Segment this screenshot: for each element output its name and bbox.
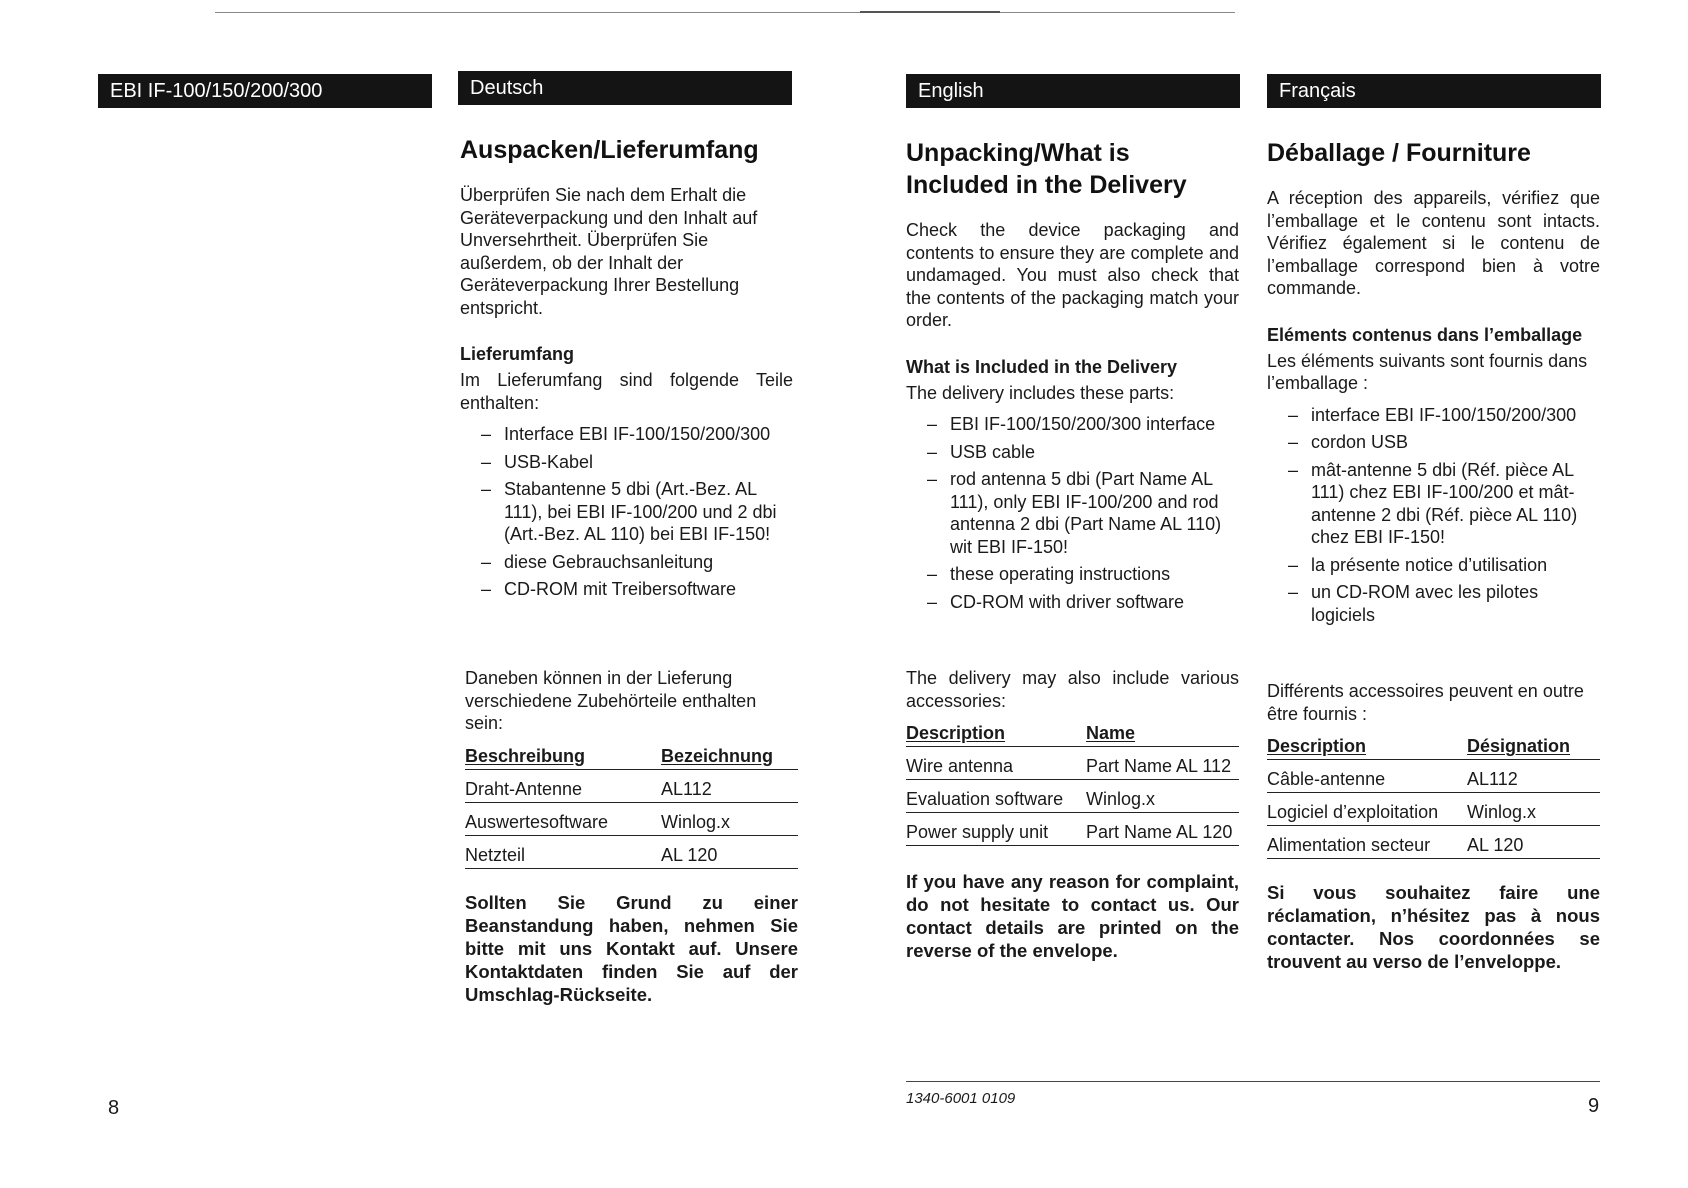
table-cell: Câble-antenne bbox=[1267, 768, 1467, 793]
english-header: English bbox=[906, 74, 1240, 108]
list-item: – mât-antenne 5 dbi (Réf. pièce AL 111) chez EBI IF-100/200 et mât-antenne 2 dbi (Réf. pièce AL 110) chez EBI IF-150! bbox=[1267, 459, 1600, 549]
list-item: – cordon USB bbox=[1267, 431, 1600, 454]
model-header: EBI IF-100/150/200/300 bbox=[98, 74, 432, 108]
german-title: Auspacken/Lieferumfang bbox=[460, 136, 759, 164]
table-header-cell: Beschreibung bbox=[465, 745, 661, 770]
table-cell: Part Name AL 112 bbox=[1086, 755, 1239, 780]
table-cell: Draht-Antenne bbox=[465, 778, 661, 803]
table-cell: Part Name AL 120 bbox=[1086, 821, 1239, 846]
table-row bbox=[465, 803, 798, 836]
table-row bbox=[1267, 826, 1600, 859]
list-item: – USB-Kabel bbox=[460, 451, 793, 474]
table-row bbox=[906, 780, 1239, 813]
french-accessories-intro: Différents accessoires peuvent en outre être fournis : bbox=[1267, 681, 1584, 724]
table-row bbox=[465, 770, 798, 803]
table-header-cell: Name bbox=[1086, 722, 1239, 747]
table-header-cell: Bezeichnung bbox=[661, 745, 798, 770]
english-list-intro: The delivery includes these parts: bbox=[906, 382, 1175, 403]
english-column bbox=[906, 137, 1239, 618]
french-intro: A réception des appareils, vérifiez que l’emballage et le contenu sont intacts. Vérifiez également si le contenu de l’emballage correspond bien à votre commande. bbox=[1267, 188, 1600, 298]
table-header-cell: Description bbox=[906, 722, 1086, 747]
list-item: – interface EBI IF-100/150/200/300 bbox=[1267, 404, 1600, 427]
table-row bbox=[465, 836, 798, 869]
german-intro: Überprüfen Sie nach dem Erhalt die Geräteverpackung und den Inhalt auf Unversehrtheit. Überprüfen Sie außerdem, ob der Inhalt der Geräteverpackung Ihrer Bestellung entspricht. bbox=[460, 185, 758, 318]
table-cell: Logiciel d’exploitation bbox=[1267, 801, 1467, 826]
table-row bbox=[1267, 793, 1600, 826]
page-number-right: 9 bbox=[1588, 1095, 1600, 1117]
list-item: – CD-ROM mit Treibersoftware bbox=[460, 578, 793, 601]
table-cell: Auswertesoftware bbox=[465, 811, 661, 836]
table-row bbox=[1267, 760, 1600, 793]
french-complaint: Si vous souhaitez faire une réclamation, n’hésitez pas à nous contacter. Nos coordonnées se trouvent au verso de l’enveloppe. bbox=[1267, 882, 1600, 972]
table-cell: AL 120 bbox=[1467, 834, 1600, 859]
table-cell: Power supply unit bbox=[906, 821, 1086, 846]
list-item: – these operating instructions bbox=[906, 563, 1239, 586]
list-item: – un CD-ROM avec les pilotes logiciels bbox=[1267, 581, 1600, 626]
table-cell: Wire antenna bbox=[906, 755, 1086, 780]
english-accessories-intro: The delivery may also include various accessories: bbox=[906, 668, 1239, 711]
german-subheading: Lieferumfang bbox=[460, 344, 575, 364]
german-header: Deutsch bbox=[458, 71, 792, 105]
french-subheading: Eléments contenus dans l’emballage bbox=[1267, 324, 1583, 345]
french-accessories-table bbox=[1267, 727, 1600, 859]
german-accessories bbox=[465, 667, 798, 1006]
list-item: – diese Gebrauchsanleitung bbox=[460, 551, 793, 574]
table-header bbox=[906, 714, 1239, 747]
table-header-cell: Désignation bbox=[1467, 735, 1600, 760]
list-item: – USB cable bbox=[906, 441, 1239, 464]
table-cell: AL112 bbox=[661, 778, 798, 803]
table-row bbox=[906, 813, 1239, 846]
list-item: – CD-ROM with driver software bbox=[906, 591, 1239, 614]
german-parts-list bbox=[460, 423, 793, 601]
top-rule bbox=[215, 12, 1235, 13]
english-complaint: If you have any reason for complaint, do not hesitate to contact us. Our contact details are printed on the reverse of the envelope. bbox=[906, 871, 1239, 961]
list-item: – EBI IF-100/150/200/300 interface bbox=[906, 413, 1239, 436]
table-cell: Alimentation secteur bbox=[1267, 834, 1467, 859]
table-cell: AL 120 bbox=[661, 844, 798, 869]
table-header-cell: Description bbox=[1267, 735, 1467, 760]
list-item: – la présente notice d’utilisation bbox=[1267, 554, 1600, 577]
french-header: Français bbox=[1267, 74, 1601, 108]
table-row bbox=[906, 747, 1239, 780]
list-item: – Stabantenne 5 dbi (Art.-Bez. AL 111), bei EBI IF-100/200 und 2 dbi (Art.-Bez. AL 110) bei EBI IF-150! bbox=[460, 478, 793, 546]
table-cell: Evaluation software bbox=[906, 788, 1086, 813]
list-item: – rod antenna 5 dbi (Part Name AL 111), only EBI IF-100/200 and rod antenna 2 dbi (Part Name AL 110) wit EBI IF-150! bbox=[906, 468, 1239, 558]
table-cell: Winlog.x bbox=[661, 811, 798, 836]
list-item: – Interface EBI IF-100/150/200/300 bbox=[460, 423, 793, 446]
english-subheading: What is Included in the Delivery bbox=[906, 356, 1178, 377]
english-accessories bbox=[906, 667, 1239, 962]
french-accessories bbox=[1267, 680, 1600, 973]
page-number-left: 8 bbox=[108, 1097, 120, 1119]
table-cell: Netzteil bbox=[465, 844, 661, 869]
german-complaint: Sollten Sie Grund zu einer Beanstandung haben, nehmen Sie bitte mit uns Kontakt auf. Unsere Kontaktdaten finden Sie auf der Umschlag-Rückseite. bbox=[465, 891, 798, 1005]
footer-rule bbox=[906, 1081, 1600, 1082]
german-column bbox=[460, 134, 793, 606]
table-cell: Winlog.x bbox=[1086, 788, 1239, 813]
table-cell: AL112 bbox=[1467, 768, 1600, 793]
top-rule-accent bbox=[860, 11, 1000, 13]
french-list-intro: Les éléments suivants sont fournis dans l’emballage : bbox=[1267, 350, 1588, 393]
document-code: 1340-6001 0109 bbox=[906, 1090, 1016, 1107]
french-title: Déballage / Fourniture bbox=[1267, 139, 1531, 167]
table-cell: Winlog.x bbox=[1467, 801, 1600, 826]
german-accessories-table bbox=[465, 737, 798, 869]
table-header bbox=[1267, 727, 1600, 760]
table-header bbox=[465, 737, 798, 770]
french-column bbox=[1267, 137, 1600, 631]
german-list-intro: Im Lieferumfang sind folgende Teile enthalten: bbox=[460, 370, 793, 413]
german-accessories-intro: Daneben können in der Lieferung verschiedene Zubehörteile enthalten sein: bbox=[465, 668, 757, 733]
english-accessories-table bbox=[906, 714, 1239, 846]
english-title: Unpacking/What is Included in the Delivery bbox=[906, 139, 1187, 199]
french-parts-list bbox=[1267, 404, 1600, 627]
english-parts-list bbox=[906, 413, 1239, 613]
english-intro: Check the device packaging and contents to ensure they are complete and undamaged. You must also check that the contents of the packaging match your order. bbox=[906, 220, 1239, 330]
